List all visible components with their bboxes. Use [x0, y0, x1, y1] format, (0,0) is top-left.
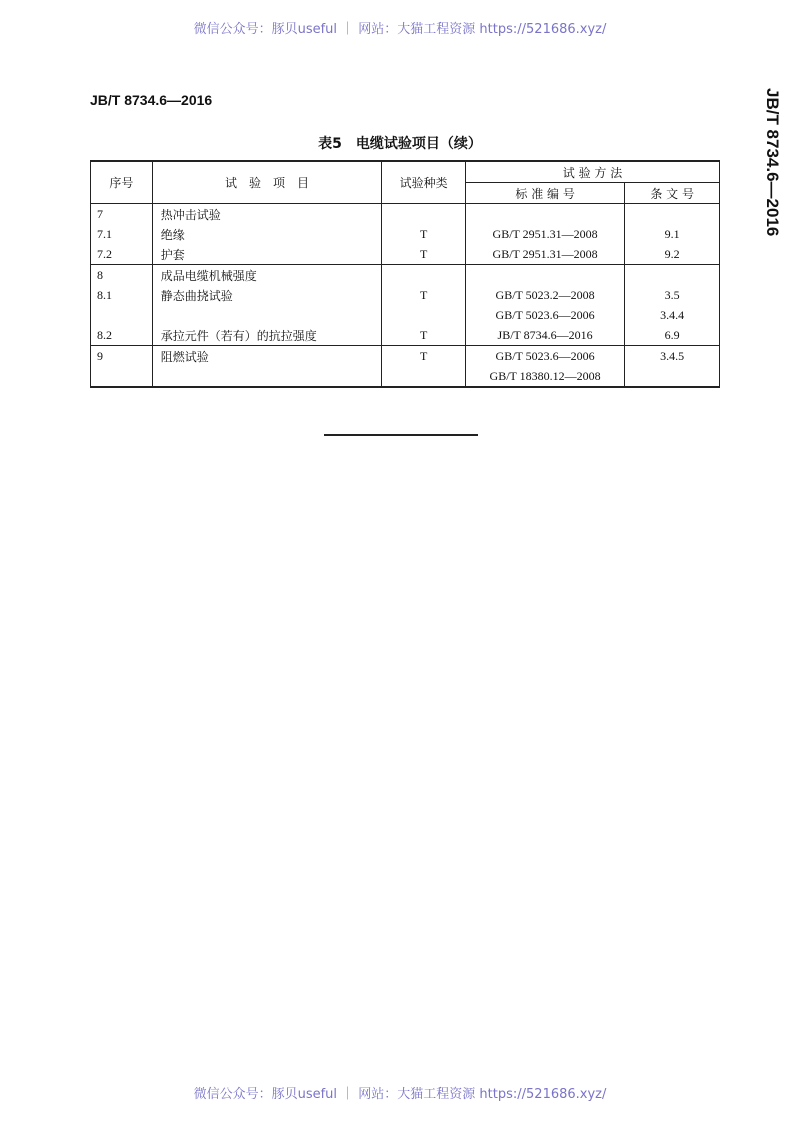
row-type — [382, 305, 466, 325]
row-clause: 3.5 — [625, 285, 720, 305]
row-standard: GB/T 2951.31—2008 — [465, 244, 624, 265]
end-of-table-rule — [324, 434, 478, 436]
row-type — [382, 366, 466, 387]
row-type: T — [382, 285, 466, 305]
row-type: T — [382, 224, 466, 244]
row-no: 8.1 — [91, 285, 153, 305]
row-item: 成品电缆机械强度 — [152, 265, 382, 286]
table-row — [91, 325, 720, 346]
row-type — [382, 204, 466, 225]
header-item: 试 验 项 目 — [152, 161, 382, 204]
row-no — [91, 366, 153, 387]
row-standard — [465, 265, 624, 286]
row-item — [152, 366, 382, 387]
table-row — [91, 204, 720, 225]
row-clause — [625, 265, 720, 286]
row-standard: GB/T 18380.12—2008 — [465, 366, 624, 387]
row-clause: 3.4.5 — [625, 346, 720, 367]
table-row — [91, 224, 720, 244]
table-row — [91, 366, 720, 387]
header-clause: 条 文 号 — [625, 183, 720, 204]
row-clause — [625, 204, 720, 225]
row-item — [152, 305, 382, 325]
row-item: 静态曲挠试验 — [152, 285, 382, 305]
row-item: 阻燃试验 — [152, 346, 382, 367]
row-standard: GB/T 5023.6—2006 — [465, 346, 624, 367]
row-clause — [625, 366, 720, 387]
table-row — [91, 265, 720, 286]
table-row — [91, 285, 720, 305]
side-standard-code-text: JB/T 8734.6—2016 — [763, 88, 782, 237]
watermark-bottom: 微信公众号：豚贝useful ｜ 网站：大猫工程资源 https://521686.xyz/ — [193, 1087, 607, 1102]
row-standard: GB/T 5023.6—2006 — [465, 305, 624, 325]
row-standard: GB/T 2951.31—2008 — [465, 224, 624, 244]
header-type: 试验种类 — [382, 161, 466, 204]
row-standard: JB/T 8734.6—2016 — [465, 325, 624, 346]
row-type: T — [382, 346, 466, 367]
header-no: 序号 — [91, 161, 153, 204]
row-no: 7.2 — [91, 244, 153, 265]
standard-code: JB/T 8734.6—2016 — [90, 92, 213, 108]
watermark-top: 微信公众号：豚贝useful ｜ 网站：大猫工程资源 https://521686.xyz/ — [193, 22, 607, 37]
row-no: 9 — [91, 346, 153, 367]
row-item: 承拉元件（若有）的抗拉强度 — [152, 325, 382, 346]
row-no: 7 — [91, 204, 153, 225]
row-item: 绝缘 — [152, 224, 382, 244]
row-no — [91, 305, 153, 325]
side-standard-code — [762, 88, 782, 236]
row-type: T — [382, 325, 466, 346]
table-row — [91, 244, 720, 265]
row-clause: 9.1 — [625, 224, 720, 244]
row-no: 8 — [91, 265, 153, 286]
row-type: T — [382, 244, 466, 265]
row-standard: GB/T 5023.2—2008 — [465, 285, 624, 305]
row-type — [382, 265, 466, 286]
header-standard: 标 准 编 号 — [465, 183, 624, 204]
table-row — [91, 305, 720, 325]
table-caption: 表5 电缆试验项目（续） — [318, 136, 482, 152]
row-clause: 6.9 — [625, 325, 720, 346]
row-item: 护套 — [152, 244, 382, 265]
row-clause: 9.2 — [625, 244, 720, 265]
header-method: 试 验 方 法 — [465, 161, 719, 183]
row-clause: 3.4.4 — [625, 305, 720, 325]
cable-test-items-table — [90, 160, 720, 388]
row-item: 热冲击试验 — [152, 204, 382, 225]
row-no: 7.1 — [91, 224, 153, 244]
row-no: 8.2 — [91, 325, 153, 346]
row-standard — [465, 204, 624, 225]
table-row — [91, 346, 720, 367]
